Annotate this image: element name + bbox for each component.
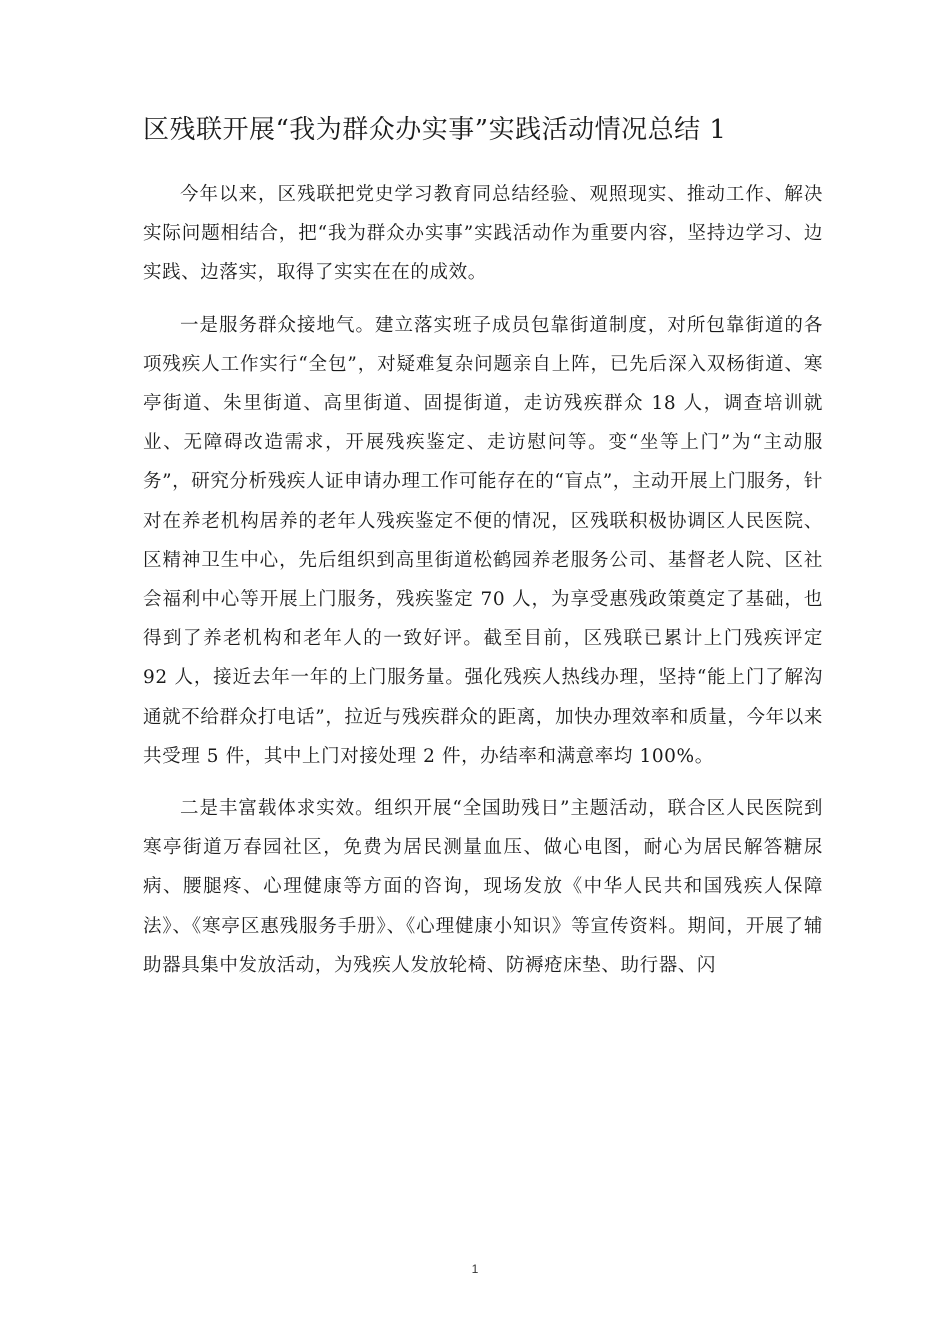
paragraph-activities: 二是丰富载体求实效。组织开展“全国助残日”主题活动，联合区人民医院到寒亭街道万春园社区，免费为居民测量血压、做心电图，耐心为居民解答糖尿病、腰腿疼、心理健康等方面的咨询，现场发放《中华人民共和国残疾人保障法》、《寒亭区惠残服务手册》、《心理健康小知识》等宣传资料。期间，开展了辅助器具集中发放活动，为残疾人发放轮椅、防褥疮床垫、助行器、闪 [143,798,823,976]
document-body [143,175,823,998]
paragraph-service: 一是服务群众接地气。建立落实班子成员包靠街道制度，对所包靠街道的各项残疾人工作实行“全包”，对疑难复杂问题亲自上阵，已先后深入双杨街道、寒亭街道、朱里街道、高里街道、固提街道，走访残疾群众 18 人，调查培训就业、无障碍改造需求，开展残疾鉴定、走访慰问等。变“坐等上门”为“主动服务”，研究分析残疾人证申请办理工作可能存在的“盲点”，主动开展上门服务，针对在养老机构居养的老年人残疾鉴定不便的情况，区残联积极协调区人民医院、区精神卫生中心，先后组织到高里街道松鹤园养老服务公司、基督老人院、区社会福利中心等开展上门服务，残疾鉴定 70 人，为享受惠残政策奠定了基础，也得到了养老机构和老年人的一致好评。截至目前，区残联已累计上门残疾评定 92 人，接近去年一年的上门服务量。强化残疾人热线办理，坚持“能上门了解沟通就不给群众打电话”，拉近与残疾群众的距离，加快办理效率和质量，今年以来共受理 5 件，其中上门对接处理 2 件，办结率和满意率均 100%。 [143,314,823,767]
paragraph-intro: 今年以来，区残联把党史学习教育同总结经验、观照现实、推动工作、解决实际问题相结合，把“我为群众办实事”实践活动作为重要内容，坚持边学习、边实践、边落实，取得了实实在在的成效。 [143,184,823,284]
page-number: 1 [471,1262,479,1276]
document-title: 区残联开展“我为群众办实事”实践活动情况总结 1 [143,115,727,145]
